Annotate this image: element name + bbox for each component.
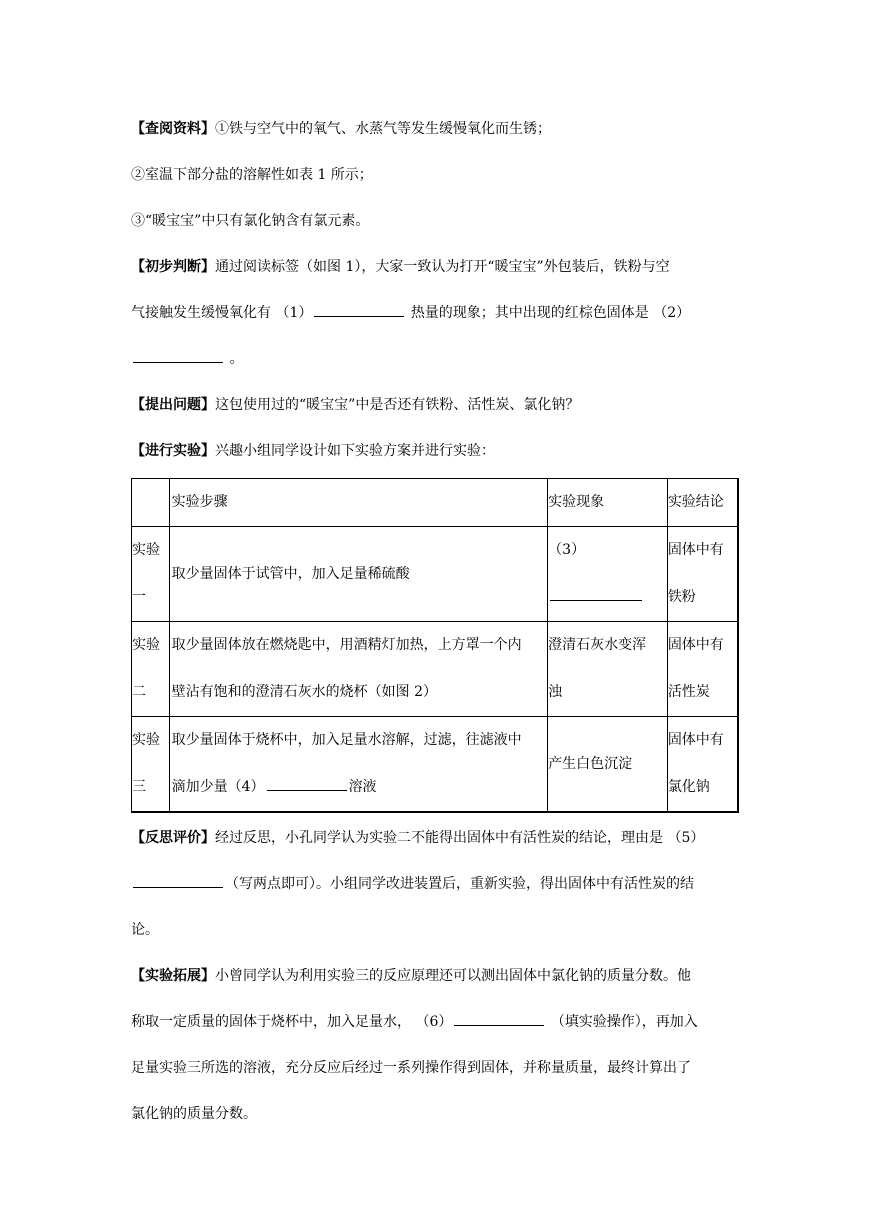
paragraph-reflection xyxy=(131,815,739,953)
experiment-conclusion-cell: 固体中有 氯化钠 xyxy=(667,717,738,813)
paragraph-text: （写两点即可）。小组同学改进装置后，重新实验，得出固体中有活性炭的结 xyxy=(225,876,694,892)
section-label: 【初步判断】 xyxy=(131,259,215,275)
table-header-cell: 实验步骤 xyxy=(169,479,548,527)
paragraph-text: （填实验操作），再加入 xyxy=(550,1014,698,1030)
experiment-step-cell: 取少量固体于烧杯中，加入足量水溶解，过滤，往滤液中 滴加少量（4） 溶液 xyxy=(169,717,548,813)
paragraph-text: 兴趣小组同学设计如下实验方案并进行实验： xyxy=(215,443,495,459)
experiment-phenomenon-cell: 澄清石灰水变浑 浊 xyxy=(548,622,668,717)
table-row xyxy=(132,527,739,622)
experiment-name-cell: 实验 二 xyxy=(132,622,170,717)
table-header-row xyxy=(132,479,739,527)
paragraph-text: 足量实验三所选的溶液，充分反应后经过一系列操作得到固体，并称量质量，最终计算出了 xyxy=(131,1060,691,1076)
table-header-cell: 实验结论 xyxy=(667,479,738,527)
paragraph-references xyxy=(131,106,739,152)
answer-blank-6[interactable] xyxy=(454,1011,544,1026)
paragraph-text: 气接触发生缓慢氧化有 （1） xyxy=(131,305,313,321)
answer-blank-5[interactable] xyxy=(133,873,223,888)
paragraph-text: 小曾同学认为利用实验三的反应原理还可以测出固体中氯化钠的质量分数。他 xyxy=(215,968,691,984)
experiment-phenomenon-cell: 产生白色沉淀 xyxy=(548,717,668,813)
answer-blank-4[interactable] xyxy=(267,776,347,791)
experiment-phenomenon-cell: （3） xyxy=(548,527,668,622)
section-label: 【查阅资料】 xyxy=(131,121,215,137)
table-header-cell xyxy=(132,479,170,527)
experiment-step-cell: 取少量固体放在燃烧匙中，用酒精灯加热，上方罩一个内 壁沾有饱和的澄清石灰水的烧杯（如图 2） xyxy=(169,622,548,717)
paragraph-chlorine: ③“暖宝宝”中只有氯化钠含有氯元素。 xyxy=(131,213,370,229)
table-row xyxy=(132,622,739,717)
experiment-step-cell: 取少量固体于试管中，加入足量稀硫酸 xyxy=(169,527,548,622)
paragraph-text: 经过反思，小孔同学认为实验二不能得出固体中有活性炭的结论，理由是 （5） xyxy=(215,830,705,846)
paragraph-extension xyxy=(131,953,739,1137)
paragraph-text: 热量的现象；其中出现的红棕色固体是 （2） xyxy=(410,305,691,321)
experiment-conclusion-cell: 固体中有 活性炭 xyxy=(667,622,738,717)
document-page xyxy=(131,106,739,1137)
paragraph-preliminary-judgment xyxy=(131,244,739,382)
paragraph-question xyxy=(131,382,739,428)
paragraph-experiment-intro xyxy=(131,428,739,474)
paragraph-text: 氯化钠的质量分数。 xyxy=(131,1106,257,1122)
paragraph-text: ①铁与空气中的氧气、水蒸气等发生缓慢氧化而生锈； xyxy=(215,121,551,137)
experiment-table xyxy=(131,478,739,813)
section-label: 【反思评价】 xyxy=(131,830,215,846)
paragraph-solubility: ②室温下部分盐的溶解性如表 1 所示； xyxy=(131,167,373,183)
experiment-conclusion-cell: 固体中有 铁粉 xyxy=(667,527,738,622)
answer-blank-1[interactable] xyxy=(314,302,404,317)
paragraph-text: 论。 xyxy=(131,922,159,938)
paragraph-text: 称取一定质量的固体于烧杯中，加入足量水， （6） xyxy=(131,1014,453,1030)
paragraph-text: 通过阅读标签（如图 1），大家一致认为打开“暖宝宝”外包装后，铁粉与空 xyxy=(215,259,670,275)
section-label: 【进行实验】 xyxy=(131,443,215,459)
section-label: 【实验拓展】 xyxy=(131,968,215,984)
experiment-name-cell: 实验 三 xyxy=(132,717,170,813)
section-label: 【提出问题】 xyxy=(131,397,215,413)
paragraph-text: 这包使用过的“暖宝宝”中是否还有铁粉、活性炭、氯化钠？ xyxy=(215,397,580,413)
table-row xyxy=(132,717,739,813)
table-header-cell: 实验现象 xyxy=(548,479,668,527)
experiment-name-cell: 实验 一 xyxy=(132,527,170,622)
answer-blank-3[interactable] xyxy=(550,586,642,601)
paragraph-text: 。 xyxy=(229,351,244,367)
answer-blank-2[interactable] xyxy=(133,348,223,363)
